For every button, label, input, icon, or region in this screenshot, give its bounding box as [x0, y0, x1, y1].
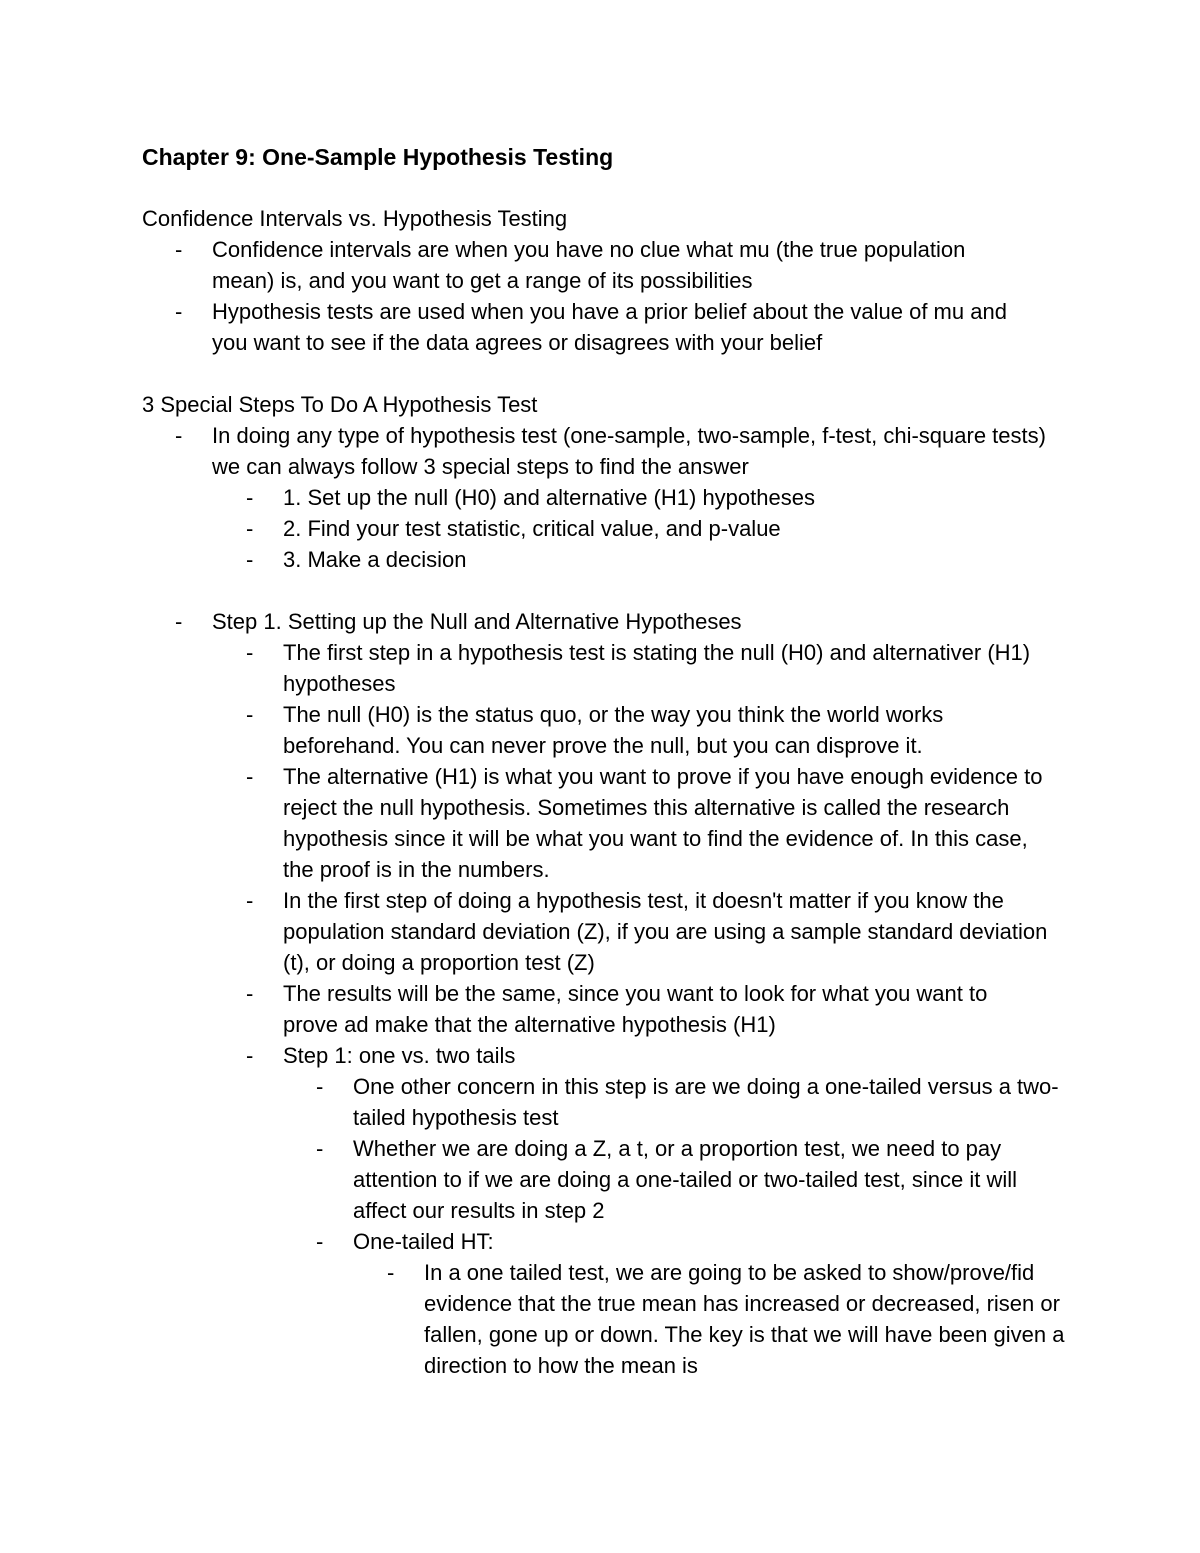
section-heading-three-steps: 3 Special Steps To Do A Hypothesis Test	[142, 392, 538, 417]
list-item-text: The results will be the same, since you want to look for what you want to prove ad make that the alternative hypothesis (H1)	[283, 981, 988, 1037]
list-item-text: 2. Find your test statistic, critical value, and p-value	[283, 516, 781, 541]
list-item-step-heading	[142, 606, 1072, 637]
list-item	[142, 885, 1063, 978]
list-item-text: In the first step of doing a hypothesis test, it doesn't matter if you know the population standard deviation (Z), if you are using a sample standard deviation (t), or doing a proportion test (Z)	[283, 888, 1048, 975]
list-item	[142, 978, 1048, 1040]
bullet-dash: -	[246, 702, 254, 727]
bullet-dash: -	[316, 1229, 324, 1254]
list-item-text: The alternative (H1) is what you want to prove if you have enough evidence to reject the null hypothesis. Sometimes this alternative is called the research hypothesis since it will be what you want to find the evidence of. In this case, the proof is in the numbers.	[283, 764, 1043, 882]
bullet-dash: -	[316, 1074, 324, 1099]
list-item-text: Step 1. Setting up the Null and Alternative Hypotheses	[212, 609, 742, 634]
bullet-dash: -	[175, 423, 183, 448]
list-item-step	[142, 544, 1072, 575]
list-item-text: The first step in a hypothesis test is stating the null (H0) and alternativer (H1) hypotheses	[283, 640, 1031, 696]
page-title: Chapter 9: One-Sample Hypothesis Testing	[142, 144, 614, 170]
document-body	[142, 203, 1072, 1381]
list-item-text: Hypothesis tests are used when you have a prior belief about the value of mu and you want to see if the data agrees or disagrees with your belief	[212, 299, 1007, 355]
list-item	[142, 699, 1008, 761]
list-item	[142, 296, 1022, 358]
bullet-dash: -	[246, 516, 254, 541]
blank-line	[142, 358, 1072, 389]
bullet-dash: -	[175, 237, 183, 262]
list-item-text: Confidence intervals are when you have no clue what mu (the true population mean) is, and you want to get a range of its possibilities	[212, 237, 966, 293]
bullet-dash: -	[246, 547, 254, 572]
list-item	[142, 420, 1052, 482]
list-item-text: In a one tailed test, we are going to be asked to show/prove/fid evidence that the true mean has increased or decreased, risen or fallen, gone up or down. The key is that we will have been given a direction to how the mean is	[424, 1260, 1065, 1378]
blank-line	[142, 575, 1072, 606]
section-heading-ci-vs-ht: Confidence Intervals vs. Hypothesis Testing	[142, 206, 568, 231]
list-item-text: 3. Make a decision	[283, 547, 467, 572]
list-item	[142, 637, 1043, 699]
list-item-text: The null (H0) is the status quo, or the way you think the world works beforehand. You can never prove the null, but you can disprove it.	[283, 702, 944, 758]
bullet-dash: -	[246, 1043, 254, 1068]
bullet-dash: -	[246, 485, 254, 510]
list-item-step	[142, 513, 1072, 544]
bullet-dash: -	[387, 1260, 395, 1285]
list-item-text: Step 1: one vs. two tails	[283, 1043, 516, 1068]
list-item	[142, 1257, 1069, 1381]
list-item-text: One other concern in this step is are we doing a one-tailed versus a two-tailed hypothesis test	[353, 1074, 1059, 1130]
bullet-dash: -	[246, 764, 254, 789]
list-item-text: 1. Set up the null (H0) and alternative (H1) hypotheses	[283, 485, 815, 510]
bullet-dash: -	[175, 299, 183, 324]
bullet-dash: -	[246, 981, 254, 1006]
bullet-dash: -	[246, 888, 254, 913]
bullet-dash: -	[175, 609, 183, 634]
list-item	[142, 1071, 1073, 1133]
list-item	[142, 234, 1022, 296]
list-item	[142, 1133, 1073, 1226]
list-item-tails-heading	[142, 1040, 1072, 1071]
list-item	[142, 761, 1063, 885]
bullet-dash: -	[246, 640, 254, 665]
list-item-one-tailed-heading	[142, 1226, 1072, 1257]
bullet-dash: -	[316, 1136, 324, 1161]
list-item-text: One-tailed HT:	[353, 1229, 494, 1254]
list-item-text: Whether we are doing a Z, a t, or a proportion test, we need to pay attention to if we are doing a one-tailed or two-tailed test, since it will affect our results in step 2	[353, 1136, 1018, 1223]
list-item-text: In doing any type of hypothesis test (one-sample, two-sample, f-test, chi-square tests) we can always follow 3 special steps to find the answer	[212, 423, 1046, 479]
list-item-step	[142, 482, 1072, 513]
